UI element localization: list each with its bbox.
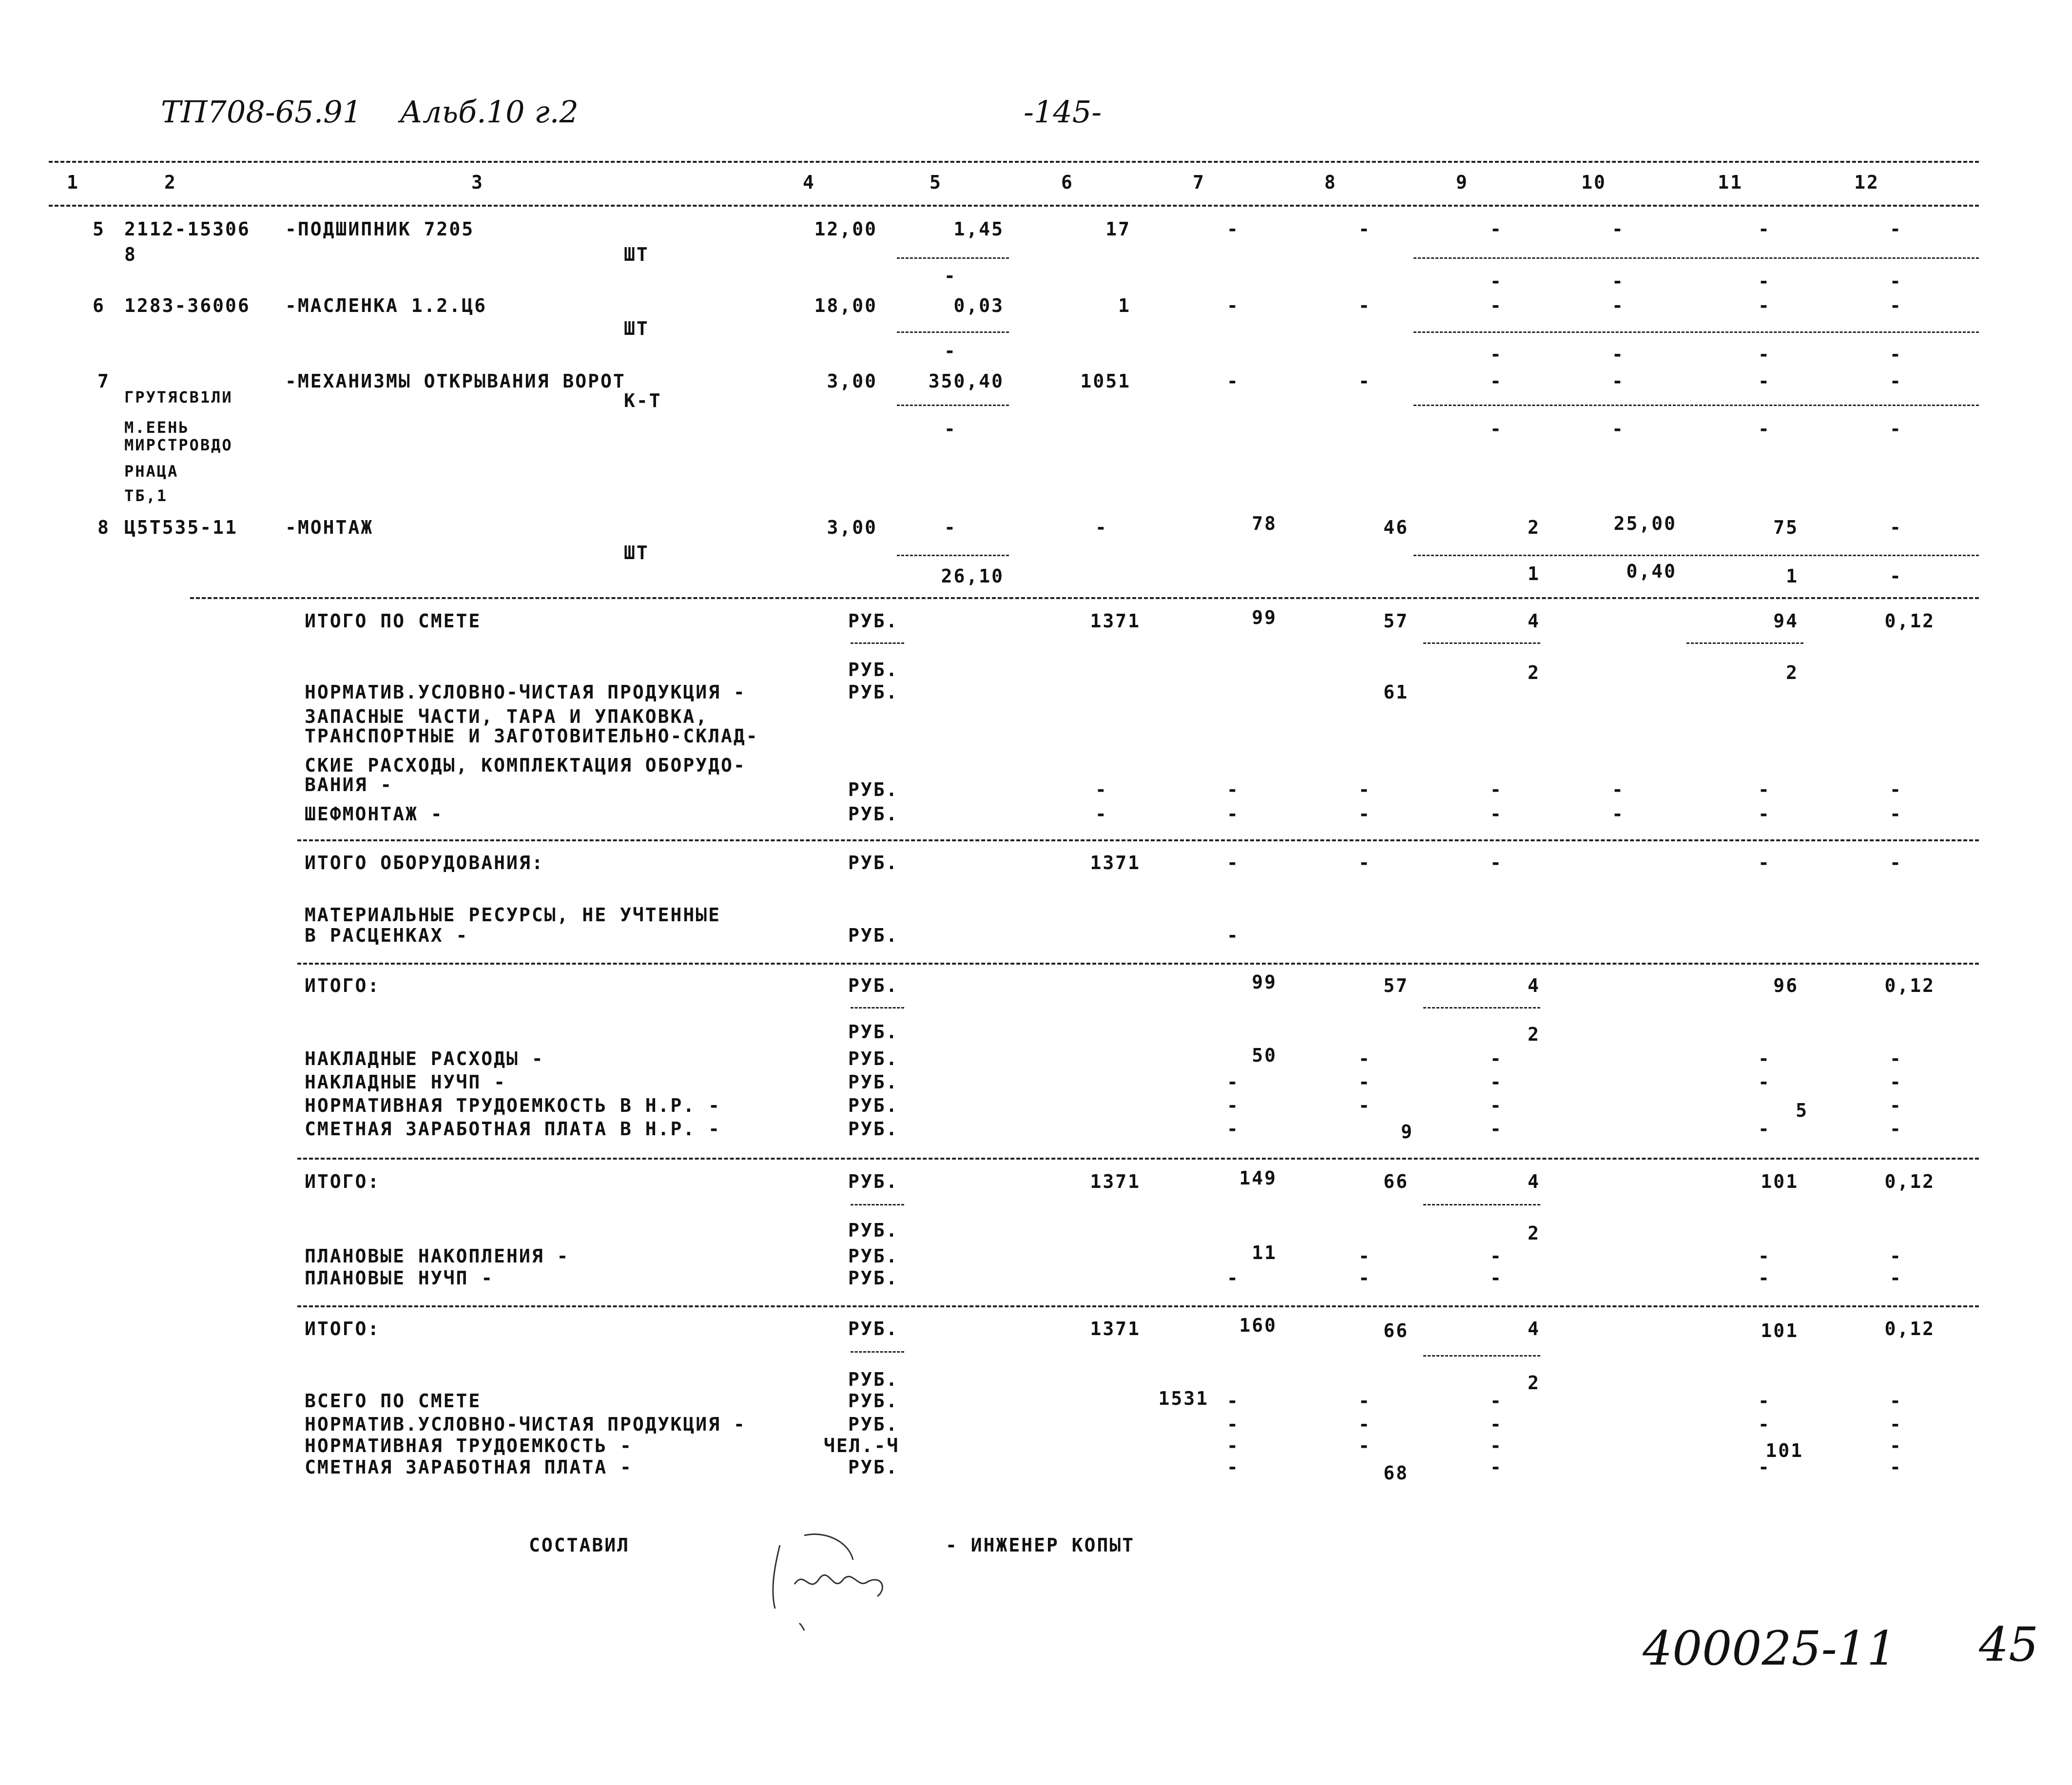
wage-hp-col12: - bbox=[1890, 1118, 1902, 1140]
item-8-price-rule bbox=[897, 555, 1009, 556]
grand-labor-col9: - bbox=[1490, 1435, 1503, 1456]
norm-labor-hp-col7: - bbox=[1227, 1095, 1239, 1116]
total-estimate-label: ИТОГО ПО СМЕТЕ bbox=[305, 610, 482, 632]
item-7-col6: 1051 bbox=[1080, 370, 1131, 392]
item-8-col6: - bbox=[1095, 517, 1108, 538]
item-7-price-rule bbox=[897, 405, 1009, 406]
planned-savings-col12: - bbox=[1890, 1245, 1902, 1267]
norm-labor-hp-label: НОРМАТИВНАЯ ТРУДОЕМКОСТЬ В Н.Р. - bbox=[305, 1095, 721, 1116]
spare-parts-line-1: ЗАПАСНЫЕ ЧАСТИ, ТАРА И УПАКОВКА, bbox=[305, 706, 709, 727]
total3-col7: 160 bbox=[1239, 1315, 1277, 1336]
total2-col11: 101 bbox=[1761, 1171, 1799, 1192]
doc-code: ТП708-65.91 bbox=[161, 94, 362, 130]
album-label: Альб.10 г.2 bbox=[400, 94, 579, 130]
total2-col9: 4 bbox=[1528, 1171, 1540, 1192]
item-7-col9-sub: - bbox=[1490, 418, 1503, 440]
col-header-9: 9 bbox=[1456, 172, 1469, 193]
grand-wage-col8: 68 bbox=[1383, 1462, 1409, 1484]
grand-wage-col11: - bbox=[1758, 1456, 1771, 1478]
item-8-col10: 25,00 bbox=[1613, 513, 1677, 534]
total-estimate-col11-sub: 2 bbox=[1786, 662, 1799, 683]
norm-labor-hp-unit: РУБ. bbox=[848, 1095, 899, 1116]
item-7-code-line-4: РНАЦА bbox=[124, 462, 179, 481]
item-5-col11-sub: - bbox=[1758, 271, 1771, 292]
total-estimate-col11-rule bbox=[1686, 642, 1803, 644]
total1-col9: 4 bbox=[1528, 975, 1540, 996]
item-5-code: 2112-15306 bbox=[124, 218, 251, 240]
item-6-col12: - bbox=[1890, 295, 1902, 316]
normative-net-col8: 61 bbox=[1383, 681, 1409, 703]
item-5-price: 1,45 bbox=[953, 218, 1004, 240]
overhead-net-col7: - bbox=[1227, 1071, 1239, 1093]
supervision-label: ШЕФМОНТАЖ - bbox=[305, 803, 444, 825]
item-5-num: 5 bbox=[93, 218, 105, 240]
item-7-col9: - bbox=[1490, 370, 1503, 392]
grand-labor-col12: - bbox=[1890, 1435, 1902, 1456]
item-8-col12: - bbox=[1890, 517, 1902, 538]
col-header-1: 1 bbox=[67, 172, 79, 193]
planned-net-col8: - bbox=[1358, 1267, 1371, 1289]
total-estimate-col7: 99 bbox=[1252, 607, 1277, 628]
total2-unit2: РУБ. bbox=[848, 1220, 899, 1241]
grand-total-col11: - bbox=[1758, 1390, 1771, 1412]
total-equipment-col6: 1371 bbox=[1090, 852, 1141, 873]
col-header-6: 6 bbox=[1061, 172, 1074, 193]
item-6-sub-rule bbox=[1414, 331, 1979, 333]
item-7-col12: - bbox=[1890, 370, 1902, 392]
sheet-number: 45 bbox=[1979, 1617, 2039, 1672]
supervision-unit: РУБ. bbox=[848, 803, 899, 825]
item-5-unit: ШТ bbox=[624, 244, 649, 265]
wage-hp-col11: - bbox=[1758, 1118, 1771, 1140]
col-header-5: 5 bbox=[929, 172, 942, 193]
col-header-3: 3 bbox=[471, 172, 484, 193]
total2-col9-sub: 2 bbox=[1528, 1222, 1540, 1244]
total-estimate-unit: РУБ. bbox=[848, 610, 899, 632]
item-6-price: 0,03 bbox=[953, 295, 1004, 316]
col-header-11: 11 bbox=[1718, 172, 1743, 193]
section-rule-2 bbox=[297, 839, 1979, 841]
item-6-price-sub: - bbox=[944, 340, 957, 362]
spare-parts-line-3: СКИЕ РАСХОДЫ, КОМПЛЕКТАЦИЯ ОБОРУДО- bbox=[305, 755, 746, 776]
item-8-col10-sub: 0,40 bbox=[1626, 561, 1677, 582]
item-5-col12: - bbox=[1890, 218, 1902, 240]
overhead-net-col12: - bbox=[1890, 1071, 1902, 1093]
spare-parts-col8: - bbox=[1358, 779, 1371, 800]
item-5-col8: - bbox=[1358, 218, 1371, 240]
col-header-8: 8 bbox=[1324, 172, 1337, 193]
wage-hp-col7: - bbox=[1227, 1118, 1239, 1140]
item-6-unit: ШТ bbox=[624, 318, 649, 339]
grand-labor-label: НОРМАТИВНАЯ ТРУДОЕМКОСТЬ - bbox=[305, 1435, 633, 1456]
total-equipment-col12: - bbox=[1890, 852, 1902, 873]
materials-unit: РУБ. bbox=[848, 925, 899, 946]
section-rule-1 bbox=[190, 597, 1979, 599]
item-5-price-rule bbox=[897, 257, 1009, 259]
planned-savings-label: ПЛАНОВЫЕ НАКОПЛЕНИЯ - bbox=[305, 1245, 570, 1267]
grand-wage-col9: - bbox=[1490, 1456, 1503, 1478]
item-7-code-line-1: ГРУТЯСВ1ЛИ bbox=[124, 388, 233, 407]
total3-col9: 4 bbox=[1528, 1318, 1540, 1339]
item-7-col7: - bbox=[1227, 370, 1239, 392]
grand-total-col6: 1531 bbox=[1158, 1388, 1209, 1409]
overhead-net-unit: РУБ. bbox=[848, 1071, 899, 1093]
overhead-net-col11: - bbox=[1758, 1071, 1771, 1093]
norm-labor-hp-col12: - bbox=[1890, 1095, 1902, 1116]
overhead-col11: - bbox=[1758, 1048, 1771, 1069]
grand-wage-unit: РУБ. bbox=[848, 1456, 899, 1478]
total2-label: ИТОГО: bbox=[305, 1171, 381, 1192]
spare-parts-line-2: ТРАНСПОРТНЫЕ И ЗАГОТОВИТЕЛЬНО-СКЛАД- bbox=[305, 725, 759, 747]
total1-col11: 96 bbox=[1773, 975, 1799, 996]
overhead-col12: - bbox=[1890, 1048, 1902, 1069]
item-8-col12-sub: - bbox=[1890, 565, 1902, 587]
grand-total-label: ВСЕГО ПО СМЕТЕ bbox=[305, 1390, 482, 1412]
total-estimate-col12: 0,12 bbox=[1884, 610, 1935, 632]
item-5-code2: 8 bbox=[124, 244, 137, 265]
item-6-qty: 18,00 bbox=[814, 295, 877, 316]
item-8-price2: 26,10 bbox=[941, 565, 1004, 587]
grand-labor-col8: - bbox=[1358, 1435, 1371, 1456]
wage-hp-col9: - bbox=[1490, 1118, 1503, 1140]
overhead-net-col9: - bbox=[1490, 1071, 1503, 1093]
total-estimate-col8: 57 bbox=[1383, 610, 1409, 632]
item-7-sub-rule bbox=[1414, 405, 1979, 406]
item-8-qty: 3,00 bbox=[827, 517, 877, 538]
section-rule-4 bbox=[297, 1158, 1979, 1160]
total-equipment-label: ИТОГО ОБОРУДОВАНИЯ: bbox=[305, 852, 544, 873]
item-5-col9: - bbox=[1490, 218, 1503, 240]
item-7-price: 350,40 bbox=[928, 370, 1004, 392]
total1-unit-rule bbox=[851, 1007, 904, 1009]
grand-normative-label: НОРМАТИВ.УСЛОВНО-ЧИСТАЯ ПРОДУКЦИЯ - bbox=[305, 1414, 746, 1435]
item-5-price-sub: - bbox=[944, 265, 957, 287]
item-7-name: -МЕХАНИЗМЫ ОТКРЫВАНИЯ ВОРОТ bbox=[285, 370, 626, 392]
total-estimate-col9-rule bbox=[1423, 642, 1540, 644]
total1-col12: 0,12 bbox=[1884, 975, 1935, 996]
spare-parts-col6: - bbox=[1095, 779, 1108, 800]
item-6-num: 6 bbox=[93, 295, 105, 316]
item-5-name: -ПОДШИПНИК 7205 bbox=[285, 218, 475, 240]
supervision-col7: - bbox=[1227, 803, 1239, 825]
overhead-col8: - bbox=[1358, 1048, 1371, 1069]
grand-wage-col12: - bbox=[1890, 1456, 1902, 1478]
grand-labor-col7: - bbox=[1227, 1435, 1239, 1456]
item-6-col9: - bbox=[1490, 295, 1503, 316]
item-5-col12-sub: - bbox=[1890, 271, 1902, 292]
header-rule-top bbox=[49, 161, 1979, 163]
item-5-qty: 12,00 bbox=[814, 218, 877, 240]
norm-labor-hp-col11: 5 bbox=[1796, 1100, 1808, 1121]
item-5-col9-sub: - bbox=[1490, 271, 1503, 292]
total3-col8: 66 bbox=[1383, 1320, 1409, 1341]
grand-labor-unit: ЧЕЛ.-Ч bbox=[824, 1435, 900, 1456]
planned-savings-col9: - bbox=[1490, 1245, 1503, 1267]
total1-col7: 99 bbox=[1252, 971, 1277, 993]
planned-savings-col8: - bbox=[1358, 1245, 1371, 1267]
total3-col9-rule bbox=[1423, 1355, 1540, 1357]
norm-labor-hp-col9: - bbox=[1490, 1095, 1503, 1116]
col-header-12: 12 bbox=[1854, 172, 1879, 193]
planned-net-unit: РУБ. bbox=[848, 1267, 899, 1289]
item-7-unit: К-Т bbox=[624, 390, 662, 411]
total3-col6: 1371 bbox=[1090, 1318, 1141, 1339]
spare-parts-col9: - bbox=[1490, 779, 1503, 800]
planned-savings-col11: - bbox=[1758, 1245, 1771, 1267]
item-8-col9: 2 bbox=[1528, 517, 1540, 538]
spare-parts-unit: РУБ. bbox=[848, 779, 899, 800]
grand-total-col8: - bbox=[1358, 1390, 1371, 1412]
overhead-net-col8: - bbox=[1358, 1071, 1371, 1093]
item-8-price: - bbox=[944, 517, 957, 538]
total3-col9-sub: 2 bbox=[1528, 1372, 1540, 1394]
total2-unit-rule bbox=[851, 1204, 904, 1205]
col-header-7: 7 bbox=[1193, 172, 1205, 193]
materials-line-1: МАТЕРИАЛЬНЫЕ РЕСУРСЫ, НЕ УЧТЕННЫЕ bbox=[305, 904, 721, 926]
grand-wage-label: СМЕТНАЯ ЗАРАБОТНАЯ ПЛАТА - bbox=[305, 1456, 633, 1478]
item-6-price-rule bbox=[897, 331, 1009, 333]
item-5-col11: - bbox=[1758, 218, 1771, 240]
item-7-col10: - bbox=[1612, 370, 1625, 392]
wage-hp-label: СМЕТНАЯ ЗАРАБОТНАЯ ПЛАТА В Н.Р. - bbox=[305, 1118, 721, 1140]
item-8-col7: 78 bbox=[1252, 513, 1277, 534]
item-6-col12-sub: - bbox=[1890, 344, 1902, 365]
planned-net-label: ПЛАНОВЫЕ НУЧП - bbox=[305, 1267, 494, 1289]
grand-normative-col12: - bbox=[1890, 1414, 1902, 1435]
total2-col12: 0,12 bbox=[1884, 1171, 1935, 1192]
col-header-4: 4 bbox=[803, 172, 815, 193]
item-6-code: 1283-36006 bbox=[124, 295, 251, 316]
supervision-col10: - bbox=[1612, 803, 1625, 825]
grand-normative-col11: - bbox=[1758, 1414, 1771, 1435]
item-7-code-line-5: ТБ,1 bbox=[124, 486, 168, 505]
planned-savings-col7: 11 bbox=[1252, 1242, 1277, 1263]
item-8-unit: ШТ bbox=[624, 542, 649, 563]
materials-col7: - bbox=[1227, 925, 1239, 946]
grand-total-col9: - bbox=[1490, 1390, 1503, 1412]
grand-labor-col11: 101 bbox=[1765, 1440, 1803, 1461]
item-7-code-line-3: МИРСТРОВДО bbox=[124, 436, 233, 454]
spare-parts-col7: - bbox=[1227, 779, 1239, 800]
item-5-col7: - bbox=[1227, 218, 1239, 240]
planned-net-col9: - bbox=[1490, 1267, 1503, 1289]
item-6-col9-sub: - bbox=[1490, 344, 1503, 365]
wage-hp-unit: РУБ. bbox=[848, 1118, 899, 1140]
total-estimate-unit2: РУБ. bbox=[848, 659, 899, 680]
overhead-col7: 50 bbox=[1252, 1045, 1277, 1066]
spare-parts-col11: - bbox=[1758, 779, 1771, 800]
total-estimate-col6: 1371 bbox=[1090, 610, 1141, 632]
supervision-col11: - bbox=[1758, 803, 1771, 825]
planned-net-col11: - bbox=[1758, 1267, 1771, 1289]
total1-unit: РУБ. bbox=[848, 975, 899, 996]
planned-savings-unit: РУБ. bbox=[848, 1245, 899, 1267]
total3-unit2: РУБ. bbox=[848, 1369, 899, 1390]
grand-total-unit: РУБ. bbox=[848, 1390, 899, 1412]
overhead-net-label: НАКЛАДНЫЕ НУЧП - bbox=[305, 1071, 507, 1093]
item-5-sub-rule bbox=[1414, 257, 1979, 259]
item-6-col10: - bbox=[1612, 295, 1625, 316]
grand-total-col12: - bbox=[1890, 1390, 1902, 1412]
item-7-code-line-2: М.ЕЕНЬ bbox=[124, 418, 190, 437]
grand-normative-unit: РУБ. bbox=[848, 1414, 899, 1435]
item-6-col11-sub: - bbox=[1758, 344, 1771, 365]
item-6-col7: - bbox=[1227, 295, 1239, 316]
supervision-col6: - bbox=[1095, 803, 1108, 825]
total3-col12: 0,12 bbox=[1884, 1318, 1935, 1339]
total2-col7: 149 bbox=[1239, 1167, 1277, 1189]
spare-parts-col10: - bbox=[1612, 779, 1625, 800]
total-equipment-col7: - bbox=[1227, 852, 1239, 873]
item-7-col11-sub: - bbox=[1758, 418, 1771, 440]
item-7-price-sub: - bbox=[944, 418, 957, 440]
normative-net-unit: РУБ. bbox=[848, 681, 899, 703]
total2-unit: РУБ. bbox=[848, 1171, 899, 1192]
total-equipment-col8: - bbox=[1358, 852, 1371, 873]
col-header-10: 10 bbox=[1581, 172, 1607, 193]
total1-label: ИТОГО: bbox=[305, 975, 381, 996]
normative-net-label: НОРМАТИВ.УСЛОВНО-ЧИСТАЯ ПРОДУКЦИЯ - bbox=[305, 681, 746, 703]
item-8-sub-rule bbox=[1414, 555, 1979, 556]
supervision-col8: - bbox=[1358, 803, 1371, 825]
total3-unit: РУБ. bbox=[848, 1318, 899, 1339]
item-6-col6: 1 bbox=[1118, 295, 1131, 316]
page-number: -145- bbox=[1024, 94, 1102, 130]
planned-net-col12: - bbox=[1890, 1267, 1902, 1289]
total-estimate-col11: 94 bbox=[1773, 610, 1799, 632]
supervision-col9: - bbox=[1490, 803, 1503, 825]
grand-normative-col9: - bbox=[1490, 1414, 1503, 1435]
item-5-col6: 17 bbox=[1105, 218, 1131, 240]
item-8-col11: 75 bbox=[1773, 517, 1799, 538]
section-rule-5 bbox=[297, 1305, 1979, 1307]
wage-hp-col8: 9 bbox=[1401, 1121, 1414, 1143]
engineer-position: - ИНЖЕНЕР КОПЫТ bbox=[946, 1534, 1135, 1556]
overhead-unit: РУБ. bbox=[848, 1048, 899, 1069]
total2-col9-rule bbox=[1423, 1204, 1540, 1205]
item-8-code: Ц5Т535-11 bbox=[124, 517, 238, 538]
item-8-num: 8 bbox=[97, 517, 110, 538]
total1-col9-sub: 2 bbox=[1528, 1024, 1540, 1045]
item-5-col10-sub: - bbox=[1612, 271, 1625, 292]
planned-net-col7: - bbox=[1227, 1267, 1239, 1289]
total3-unit-rule bbox=[851, 1351, 904, 1353]
total-equipment-unit: РУБ. bbox=[848, 852, 899, 873]
item-7-col12-sub: - bbox=[1890, 418, 1902, 440]
total-estimate-col9: 4 bbox=[1528, 610, 1540, 632]
total-equipment-col9: - bbox=[1490, 852, 1503, 873]
item-7-qty: 3,00 bbox=[827, 370, 877, 392]
overhead-label: НАКЛАДНЫЕ РАСХОДЫ - bbox=[305, 1048, 544, 1069]
supervision-col12: - bbox=[1890, 803, 1902, 825]
item-8-name: -МОНТАЖ bbox=[285, 517, 374, 538]
total1-unit2: РУБ. bbox=[848, 1021, 899, 1043]
item-7-col10-sub: - bbox=[1612, 418, 1625, 440]
item-6-col10-sub: - bbox=[1612, 344, 1625, 365]
grand-total-col7: - bbox=[1227, 1390, 1239, 1412]
item-6-col11: - bbox=[1758, 295, 1771, 316]
item-7-num: 7 bbox=[97, 370, 110, 392]
item-6-col8: - bbox=[1358, 295, 1371, 316]
item-7-col8: - bbox=[1358, 370, 1371, 392]
item-5-col10: - bbox=[1612, 218, 1625, 240]
grand-wage-col7: - bbox=[1227, 1456, 1239, 1478]
norm-labor-hp-col8: - bbox=[1358, 1095, 1371, 1116]
item-6-name: -МАСЛЕНКА 1.2.Ц6 bbox=[285, 295, 487, 316]
total1-col8: 57 bbox=[1383, 975, 1409, 996]
total1-col9-rule bbox=[1423, 1007, 1540, 1009]
composed-label: СОСТАВИЛ bbox=[529, 1534, 630, 1556]
total-equipment-col11: - bbox=[1758, 852, 1771, 873]
signature bbox=[760, 1526, 946, 1633]
materials-line-2: В РАСЦЕНКАХ - bbox=[305, 925, 469, 946]
item-8-col9-sub: 1 bbox=[1528, 563, 1540, 584]
total-estimate-col9-sub: 2 bbox=[1528, 662, 1540, 683]
overhead-col9: - bbox=[1490, 1048, 1503, 1069]
total3-col11: 101 bbox=[1761, 1320, 1799, 1341]
grand-normative-col8: - bbox=[1358, 1414, 1371, 1435]
grand-normative-col7: - bbox=[1227, 1414, 1239, 1435]
spare-parts-line-4: ВАНИЯ - bbox=[305, 774, 393, 795]
header-rule-bottom bbox=[49, 205, 1979, 207]
col-header-2: 2 bbox=[164, 172, 177, 193]
total2-col8: 66 bbox=[1383, 1171, 1409, 1192]
item-8-col8: 46 bbox=[1383, 517, 1409, 538]
doc-number: 400025-11 bbox=[1643, 1621, 1897, 1676]
item-7-col11: - bbox=[1758, 370, 1771, 392]
total3-label: ИТОГО: bbox=[305, 1318, 381, 1339]
item-8-col11-sub: 1 bbox=[1786, 565, 1799, 587]
total2-col6: 1371 bbox=[1090, 1171, 1141, 1192]
spare-parts-col12: - bbox=[1890, 779, 1902, 800]
section-rule-3 bbox=[297, 963, 1979, 965]
total-estimate-unit-rule bbox=[851, 642, 904, 644]
